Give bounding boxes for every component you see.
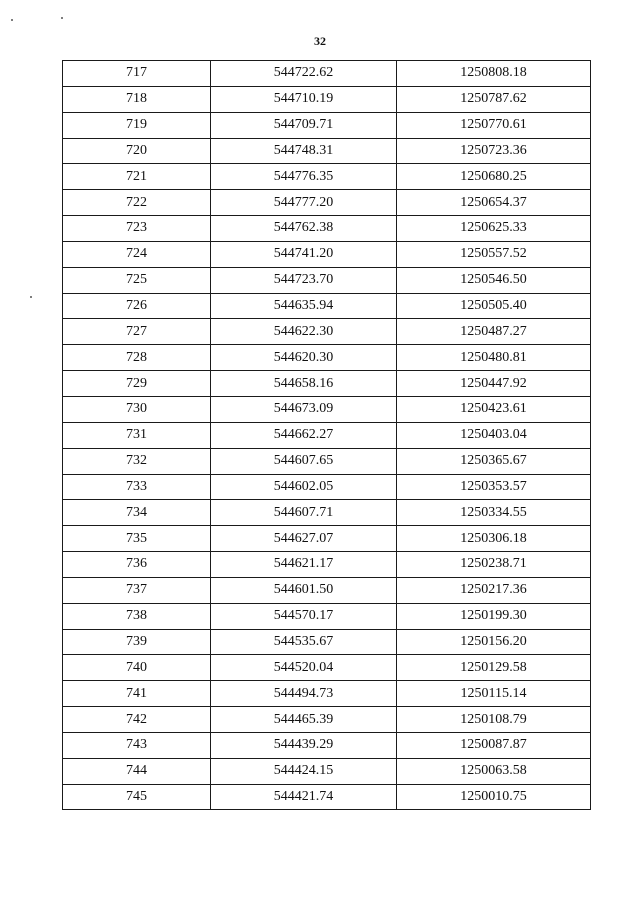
table-row xyxy=(63,629,591,655)
table-row xyxy=(63,190,591,216)
x-coordinate-cell: 544723.70 xyxy=(211,267,397,293)
y-coordinate-cell: 1250654.37 xyxy=(397,190,591,216)
y-coordinate-cell: 1250334.55 xyxy=(397,500,591,526)
y-coordinate-cell: 1250108.79 xyxy=(397,707,591,733)
table-row xyxy=(63,345,591,371)
point-number-cell: 734 xyxy=(63,500,211,526)
x-coordinate-cell: 544658.16 xyxy=(211,371,397,397)
y-coordinate-cell: 1250115.14 xyxy=(397,681,591,707)
point-number-cell: 736 xyxy=(63,552,211,578)
y-coordinate-cell: 1250238.71 xyxy=(397,552,591,578)
x-coordinate-cell: 544535.67 xyxy=(211,629,397,655)
table-row xyxy=(63,112,591,138)
table-row xyxy=(63,138,591,164)
x-coordinate-cell: 544465.39 xyxy=(211,707,397,733)
x-coordinate-cell: 544607.71 xyxy=(211,500,397,526)
point-number-cell: 744 xyxy=(63,758,211,784)
coordinates-table xyxy=(62,60,591,810)
x-coordinate-cell: 544709.71 xyxy=(211,112,397,138)
scan-speck xyxy=(30,296,32,298)
point-number-cell: 739 xyxy=(63,629,211,655)
table-row xyxy=(63,732,591,758)
table-row xyxy=(63,241,591,267)
x-coordinate-cell: 544762.38 xyxy=(211,216,397,242)
point-number-cell: 733 xyxy=(63,474,211,500)
x-coordinate-cell: 544621.17 xyxy=(211,552,397,578)
y-coordinate-cell: 1250505.40 xyxy=(397,293,591,319)
y-coordinate-cell: 1250770.61 xyxy=(397,112,591,138)
point-number-cell: 742 xyxy=(63,707,211,733)
y-coordinate-cell: 1250557.52 xyxy=(397,241,591,267)
y-coordinate-cell: 1250010.75 xyxy=(397,784,591,810)
table-row xyxy=(63,655,591,681)
table-row xyxy=(63,422,591,448)
point-number-cell: 723 xyxy=(63,216,211,242)
y-coordinate-cell: 1250217.36 xyxy=(397,577,591,603)
table-row xyxy=(63,371,591,397)
point-number-cell: 743 xyxy=(63,732,211,758)
table-row xyxy=(63,784,591,810)
table-row xyxy=(63,577,591,603)
y-coordinate-cell: 1250680.25 xyxy=(397,164,591,190)
x-coordinate-cell: 544741.20 xyxy=(211,241,397,267)
point-number-cell: 727 xyxy=(63,319,211,345)
x-coordinate-cell: 544424.15 xyxy=(211,758,397,784)
point-number-cell: 726 xyxy=(63,293,211,319)
table-row xyxy=(63,603,591,629)
x-coordinate-cell: 544620.30 xyxy=(211,345,397,371)
x-coordinate-cell: 544570.17 xyxy=(211,603,397,629)
y-coordinate-cell: 1250199.30 xyxy=(397,603,591,629)
x-coordinate-cell: 544421.74 xyxy=(211,784,397,810)
point-number-cell: 720 xyxy=(63,138,211,164)
table-row xyxy=(63,500,591,526)
table-row xyxy=(63,216,591,242)
y-coordinate-cell: 1250546.50 xyxy=(397,267,591,293)
x-coordinate-cell: 544607.65 xyxy=(211,448,397,474)
y-coordinate-cell: 1250365.67 xyxy=(397,448,591,474)
point-number-cell: 728 xyxy=(63,345,211,371)
point-number-cell: 721 xyxy=(63,164,211,190)
coordinates-table-body xyxy=(63,61,591,810)
table-row xyxy=(63,552,591,578)
point-number-cell: 729 xyxy=(63,371,211,397)
x-coordinate-cell: 544722.62 xyxy=(211,61,397,87)
y-coordinate-cell: 1250625.33 xyxy=(397,216,591,242)
point-number-cell: 735 xyxy=(63,526,211,552)
table-row xyxy=(63,681,591,707)
y-coordinate-cell: 1250808.18 xyxy=(397,61,591,87)
point-number-cell: 741 xyxy=(63,681,211,707)
x-coordinate-cell: 544748.31 xyxy=(211,138,397,164)
point-number-cell: 745 xyxy=(63,784,211,810)
y-coordinate-cell: 1250423.61 xyxy=(397,396,591,422)
y-coordinate-cell: 1250063.58 xyxy=(397,758,591,784)
x-coordinate-cell: 544439.29 xyxy=(211,732,397,758)
table-row xyxy=(63,474,591,500)
table-row xyxy=(63,61,591,87)
y-coordinate-cell: 1250087.87 xyxy=(397,732,591,758)
scan-speck xyxy=(61,17,63,19)
point-number-cell: 731 xyxy=(63,422,211,448)
y-coordinate-cell: 1250480.81 xyxy=(397,345,591,371)
x-coordinate-cell: 544494.73 xyxy=(211,681,397,707)
y-coordinate-cell: 1250447.92 xyxy=(397,371,591,397)
table-row xyxy=(63,758,591,784)
x-coordinate-cell: 544622.30 xyxy=(211,319,397,345)
x-coordinate-cell: 544601.50 xyxy=(211,577,397,603)
y-coordinate-cell: 1250353.57 xyxy=(397,474,591,500)
point-number-cell: 732 xyxy=(63,448,211,474)
y-coordinate-cell: 1250306.18 xyxy=(397,526,591,552)
table-row xyxy=(63,293,591,319)
point-number-cell: 717 xyxy=(63,61,211,87)
table-row xyxy=(63,86,591,112)
y-coordinate-cell: 1250723.36 xyxy=(397,138,591,164)
x-coordinate-cell: 544520.04 xyxy=(211,655,397,681)
x-coordinate-cell: 544627.07 xyxy=(211,526,397,552)
point-number-cell: 724 xyxy=(63,241,211,267)
table-row xyxy=(63,164,591,190)
point-number-cell: 719 xyxy=(63,112,211,138)
y-coordinate-cell: 1250156.20 xyxy=(397,629,591,655)
x-coordinate-cell: 544662.27 xyxy=(211,422,397,448)
point-number-cell: 722 xyxy=(63,190,211,216)
table-row xyxy=(63,319,591,345)
table-row xyxy=(63,707,591,733)
y-coordinate-cell: 1250787.62 xyxy=(397,86,591,112)
point-number-cell: 725 xyxy=(63,267,211,293)
point-number-cell: 737 xyxy=(63,577,211,603)
point-number-cell: 718 xyxy=(63,86,211,112)
x-coordinate-cell: 544776.35 xyxy=(211,164,397,190)
table-row xyxy=(63,526,591,552)
x-coordinate-cell: 544602.05 xyxy=(211,474,397,500)
x-coordinate-cell: 544673.09 xyxy=(211,396,397,422)
point-number-cell: 740 xyxy=(63,655,211,681)
y-coordinate-cell: 1250403.04 xyxy=(397,422,591,448)
x-coordinate-cell: 544635.94 xyxy=(211,293,397,319)
y-coordinate-cell: 1250487.27 xyxy=(397,319,591,345)
page-number: 32 xyxy=(314,34,326,48)
table-row xyxy=(63,448,591,474)
scan-speck xyxy=(11,19,13,21)
point-number-cell: 738 xyxy=(63,603,211,629)
y-coordinate-cell: 1250129.58 xyxy=(397,655,591,681)
x-coordinate-cell: 544710.19 xyxy=(211,86,397,112)
table-row xyxy=(63,267,591,293)
table-row xyxy=(63,396,591,422)
x-coordinate-cell: 544777.20 xyxy=(211,190,397,216)
point-number-cell: 730 xyxy=(63,396,211,422)
